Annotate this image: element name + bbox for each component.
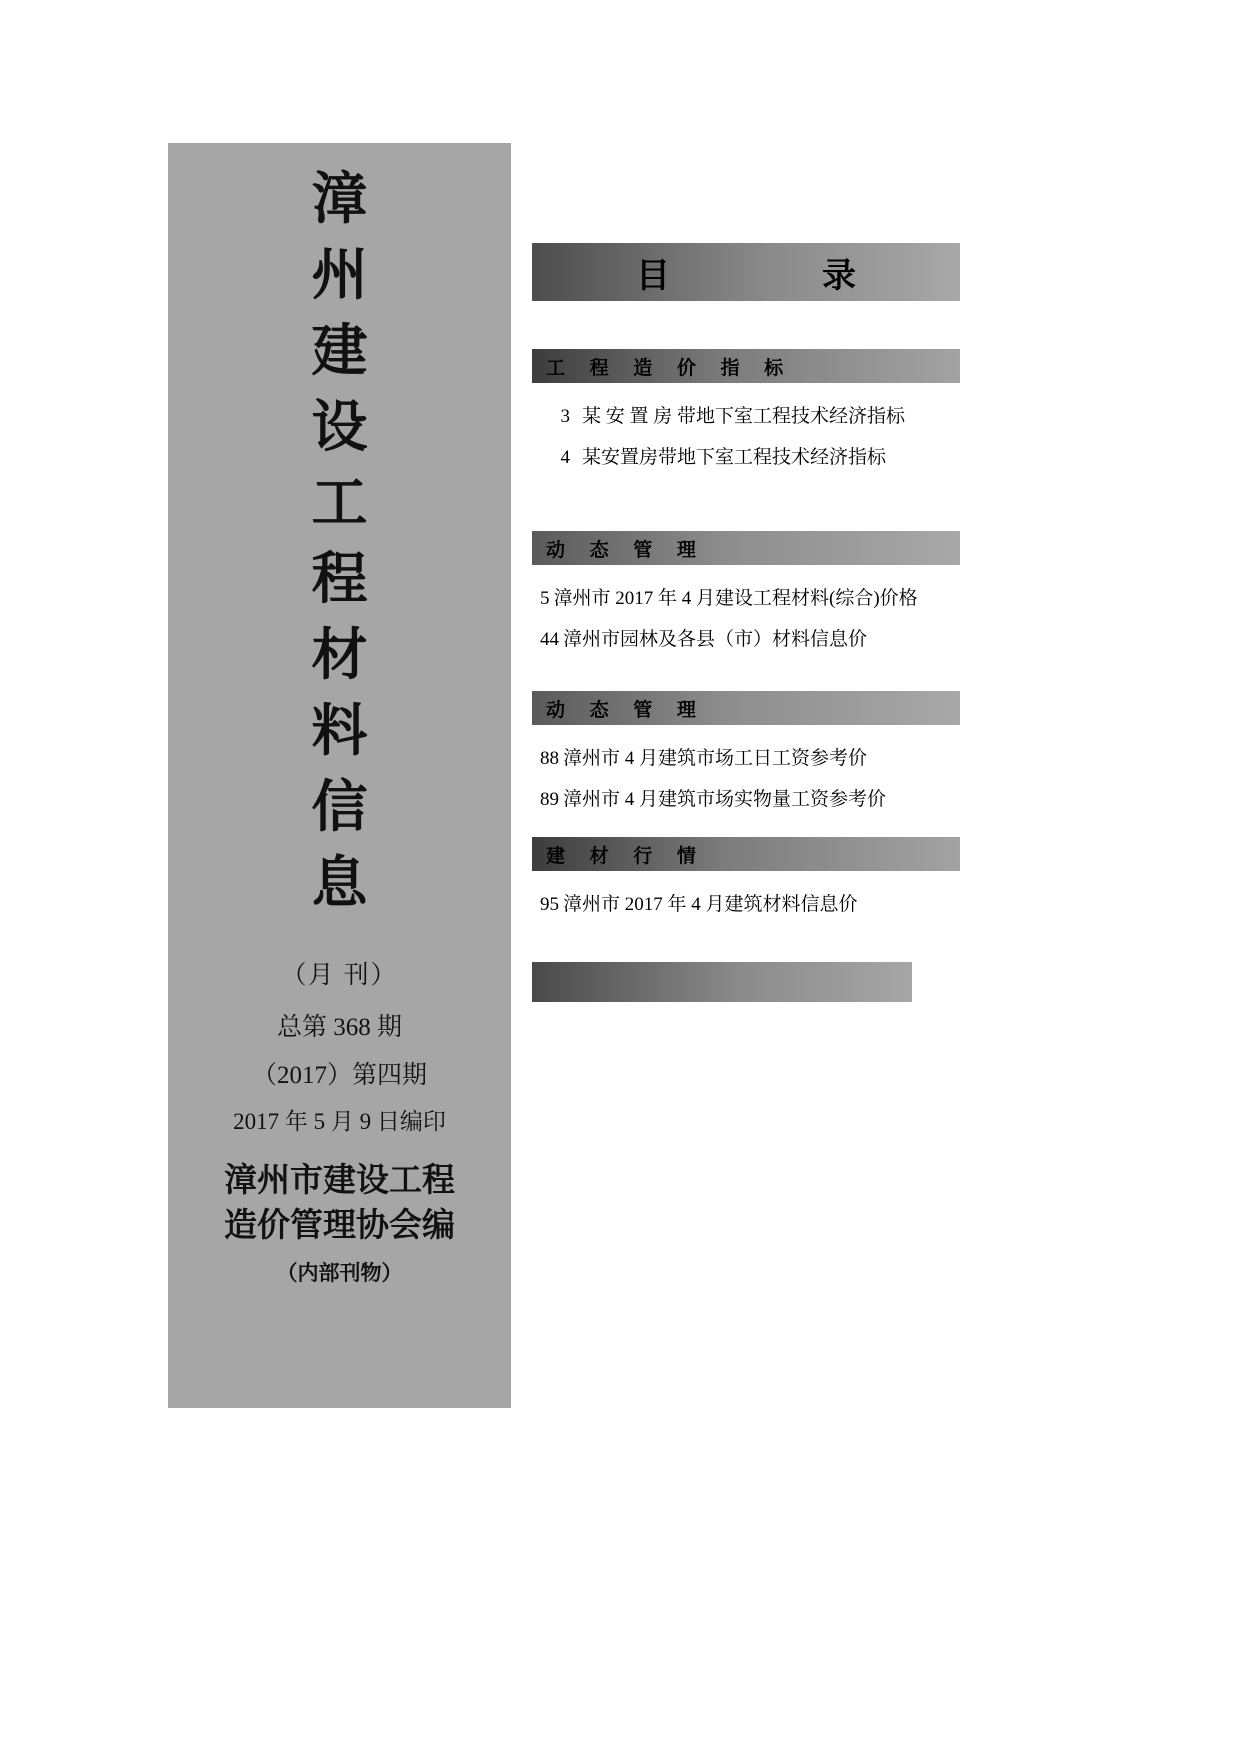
cover-title-char-6: 程	[311, 546, 368, 612]
toc-entry[interactable]	[532, 624, 960, 651]
toc-section-title-2: 动 态 管 理	[546, 538, 705, 561]
cover-title-char-4: 设	[311, 394, 368, 460]
toc-entry[interactable]	[532, 889, 960, 916]
toc-section-entries-1	[532, 383, 960, 469]
toc-section-title-1: 工 程 造 价 指 标	[546, 356, 793, 379]
cover-issue-year: （2017）第四期	[251, 1062, 427, 1089]
cover-title-char-7: 材	[311, 622, 368, 688]
cover-title-char-5: 工	[311, 470, 368, 536]
toc-spacer	[532, 825, 960, 837]
cover-monthly-label: （月 刊）	[281, 962, 398, 989]
toc-entry-title: 漳州市 4 月建筑市场实物量工资参考价	[563, 789, 887, 810]
toc-entry-title: 漳州市 2017 年 4 月建筑材料信息价	[563, 894, 858, 915]
cover-title	[311, 166, 368, 931]
toc-header-bar	[532, 243, 960, 301]
toc-entry-page: 5	[540, 588, 550, 609]
cover-issue-total: 总第 368 期	[276, 1014, 402, 1041]
toc-section-entries-2	[532, 565, 960, 651]
toc-entry-title: 漳州市园林及各县（市）材料信息价	[563, 629, 868, 650]
toc-section-header-3	[532, 691, 960, 725]
cover-title-char-2: 州	[311, 242, 368, 308]
toc-section-entries-3	[532, 725, 960, 811]
cover-subtitle-block	[233, 955, 446, 1158]
cover-title-char-9: 信	[311, 774, 368, 840]
toc-header-title: 目 录	[636, 255, 884, 296]
cover-title-char-1: 漳	[311, 166, 368, 232]
cover-organization	[224, 1158, 455, 1247]
cover-print-date: 2017 年 5 月 9 日编印	[233, 1109, 446, 1134]
toc-entry[interactable]	[532, 743, 960, 770]
cover-title-char-10: 息	[311, 850, 368, 916]
toc-spacer	[532, 301, 960, 349]
toc-entry-page: 89	[540, 789, 559, 810]
cover-panel	[168, 143, 511, 1408]
toc-entry-page: 4	[560, 447, 570, 468]
toc-entry-title: 某 安 置 房 带地下室工程技术经济指标	[582, 406, 906, 427]
toc-entry-page: 44	[540, 629, 559, 650]
toc-entry[interactable]	[532, 442, 960, 469]
toc-section-header-2	[532, 531, 960, 565]
toc-spacer	[532, 665, 960, 691]
toc-section-title-3: 动 态 管 理	[546, 698, 705, 721]
toc-section-entries-4	[532, 871, 960, 916]
toc-entry-page: 95	[540, 894, 559, 915]
cover-title-char-8: 料	[311, 698, 368, 764]
table-of-contents	[532, 243, 960, 1002]
cover-internal-note: （内部刊物）	[276, 1261, 403, 1286]
toc-spacer	[532, 483, 960, 531]
toc-entry[interactable]	[532, 401, 960, 428]
toc-section-title-4: 建 材 行 情	[546, 844, 705, 867]
toc-section-header-1	[532, 349, 960, 383]
toc-entry-title: 漳州市 4 月建筑市场工日工资参考价	[563, 748, 868, 769]
toc-entry-page: 88	[540, 748, 559, 769]
toc-entry-page: 3	[560, 406, 570, 427]
cover-title-char-3: 建	[311, 318, 368, 384]
toc-footer-bar	[532, 962, 912, 1002]
cover-org-line-2: 造价管理协会编	[224, 1204, 455, 1244]
cover-org-line-1: 漳州市建设工程	[224, 1160, 455, 1199]
toc-entry[interactable]	[532, 583, 960, 610]
toc-entry[interactable]	[532, 784, 960, 811]
toc-entry-title: 某安置房带地下室工程技术经济指标	[582, 447, 887, 468]
toc-section-header-4	[532, 837, 960, 871]
toc-entry-title: 漳州市 2017 年 4 月建设工程材料(综合)价格	[553, 588, 918, 609]
